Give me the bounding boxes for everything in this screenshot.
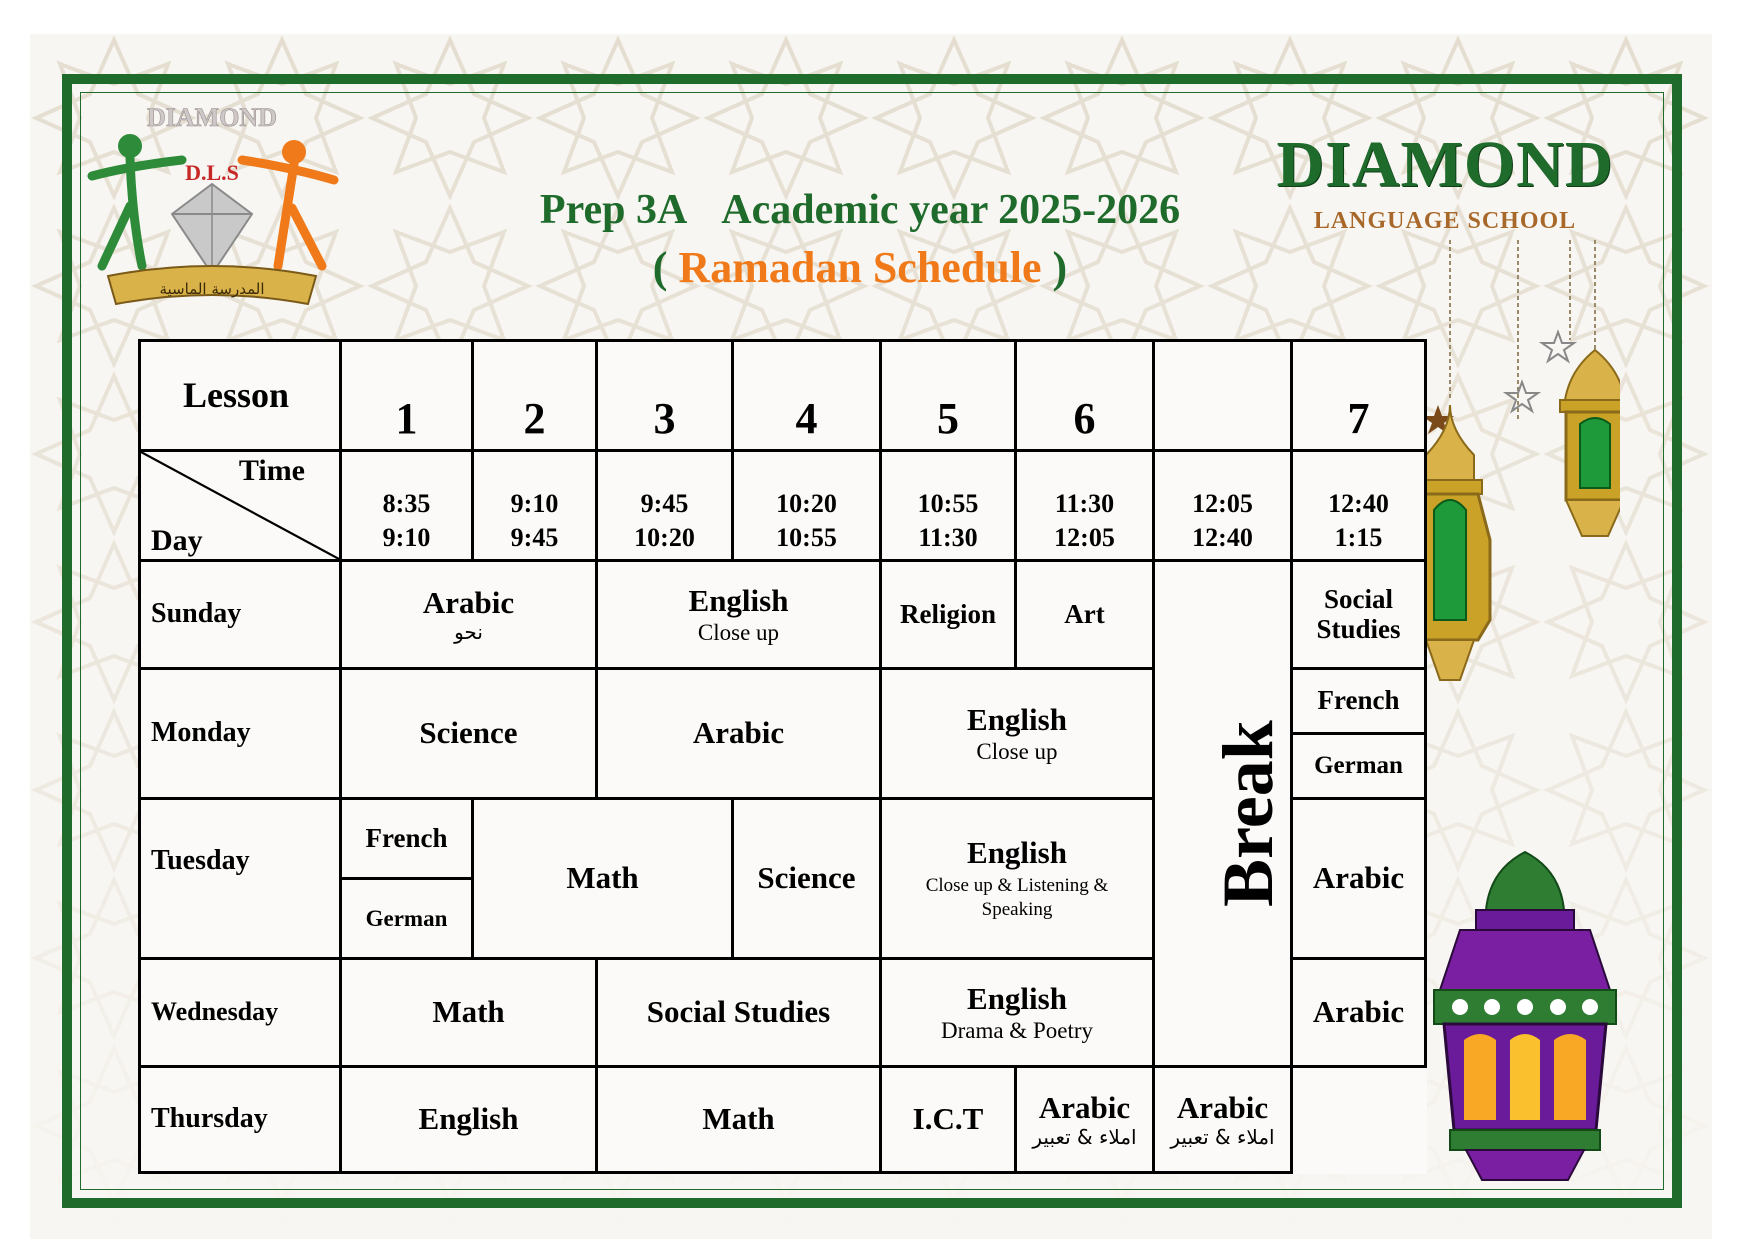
subject-cell: Social Studies	[1292, 561, 1426, 669]
break-label: Break	[1207, 720, 1288, 907]
lesson-number: 3	[597, 341, 733, 451]
subject-cell: German	[1292, 734, 1426, 799]
subject-cell: Arabic	[1292, 959, 1426, 1067]
lesson-number-break	[1154, 341, 1292, 451]
subject-cell: Math	[473, 799, 733, 959]
subject-cell: French	[341, 799, 473, 879]
subject-cell: English Close up	[597, 561, 881, 669]
lesson-number-row	[140, 341, 1426, 451]
time-slot: 12:40 1:15	[1292, 451, 1426, 561]
logo-ribbon-text: المدرسة الماسية	[159, 280, 265, 298]
subject-cell: Science	[733, 799, 881, 959]
time-slot: 8:35 9:10	[341, 451, 473, 561]
time-slot: 10:55 11:30	[881, 451, 1016, 561]
subject-cell: Social Studies	[597, 959, 881, 1067]
subject-cell: German	[341, 879, 473, 959]
subject-cell: French	[1292, 669, 1426, 734]
lesson-number: 2	[473, 341, 597, 451]
time-slot: 12:05 12:40	[1154, 451, 1292, 561]
subject-cell: Arabic	[597, 669, 881, 799]
day-label: Day	[151, 524, 203, 557]
title-line-2	[560, 242, 1160, 293]
subject-cell: English Drama & Poetry	[881, 959, 1154, 1067]
academic-year: Academic year 2025-2026	[721, 187, 1181, 233]
paren-close: )	[1052, 243, 1068, 292]
subject-cell: Arabic نحو	[341, 561, 597, 669]
time-day-corner	[140, 451, 341, 561]
orange-figure-icon	[242, 160, 334, 266]
logo-dls-text: D.L.S	[185, 160, 239, 185]
subject-cell: Arabic املاء & تعبير	[1154, 1067, 1292, 1173]
subject-cell: English	[341, 1067, 597, 1173]
lesson-number: 5	[881, 341, 1016, 451]
subject-cell: Arabic املاء & تعبير	[1016, 1067, 1154, 1173]
day-name: Thursday	[140, 1067, 341, 1173]
time-label: Time	[238, 454, 305, 487]
title-line-1	[460, 186, 1260, 234]
logo-top-text: DIAMOND	[147, 103, 277, 132]
day-row-thursday	[140, 1067, 1426, 1173]
lesson-number: 1	[341, 341, 473, 451]
brand-subtitle: LANGUAGE SCHOOL	[1313, 208, 1577, 234]
time-row	[140, 451, 1426, 561]
subject-cell: Religion	[881, 561, 1016, 669]
lesson-number: 7	[1292, 341, 1426, 451]
day-row-sunday	[140, 561, 1426, 669]
lesson-header: Lesson	[140, 341, 341, 451]
school-logo	[72, 96, 352, 326]
schedule-name: Ramadan Schedule	[678, 243, 1042, 292]
lesson-number: 4	[733, 341, 881, 451]
day-name: Sunday	[140, 561, 341, 669]
hanging-lanterns-icon	[1420, 240, 1620, 710]
time-slot: 9:45 10:20	[597, 451, 733, 561]
subject-cell: Math	[341, 959, 597, 1067]
subject-cell: Arabic	[1292, 799, 1426, 959]
break-column	[1154, 561, 1292, 1067]
subject-cell: Art	[1016, 561, 1154, 669]
subject-cell: Science	[341, 669, 597, 799]
brand-block	[1240, 128, 1650, 235]
lesson-number: 6	[1016, 341, 1154, 451]
day-name: Tuesday	[140, 799, 341, 959]
green-figure-icon	[92, 158, 182, 266]
subject-cell: I.C.T	[881, 1067, 1016, 1173]
class-label: Prep 3A	[539, 187, 688, 233]
subject-cell: English Close up	[881, 669, 1154, 799]
paren-open: (	[652, 243, 668, 292]
subject-cell: Math	[597, 1067, 881, 1173]
brand-name: DIAMOND	[1276, 128, 1614, 201]
timetable	[138, 339, 1427, 1174]
fanous-lantern-icon	[1420, 850, 1630, 1190]
day-name: Monday	[140, 669, 341, 799]
day-name: Wednesday	[140, 959, 341, 1067]
time-slot: 11:30 12:05	[1016, 451, 1154, 561]
time-slot: 10:20 10:55	[733, 451, 881, 561]
subject-cell: English Close up & Listening & Speaking	[881, 799, 1154, 959]
time-slot: 9:10 9:45	[473, 451, 597, 561]
